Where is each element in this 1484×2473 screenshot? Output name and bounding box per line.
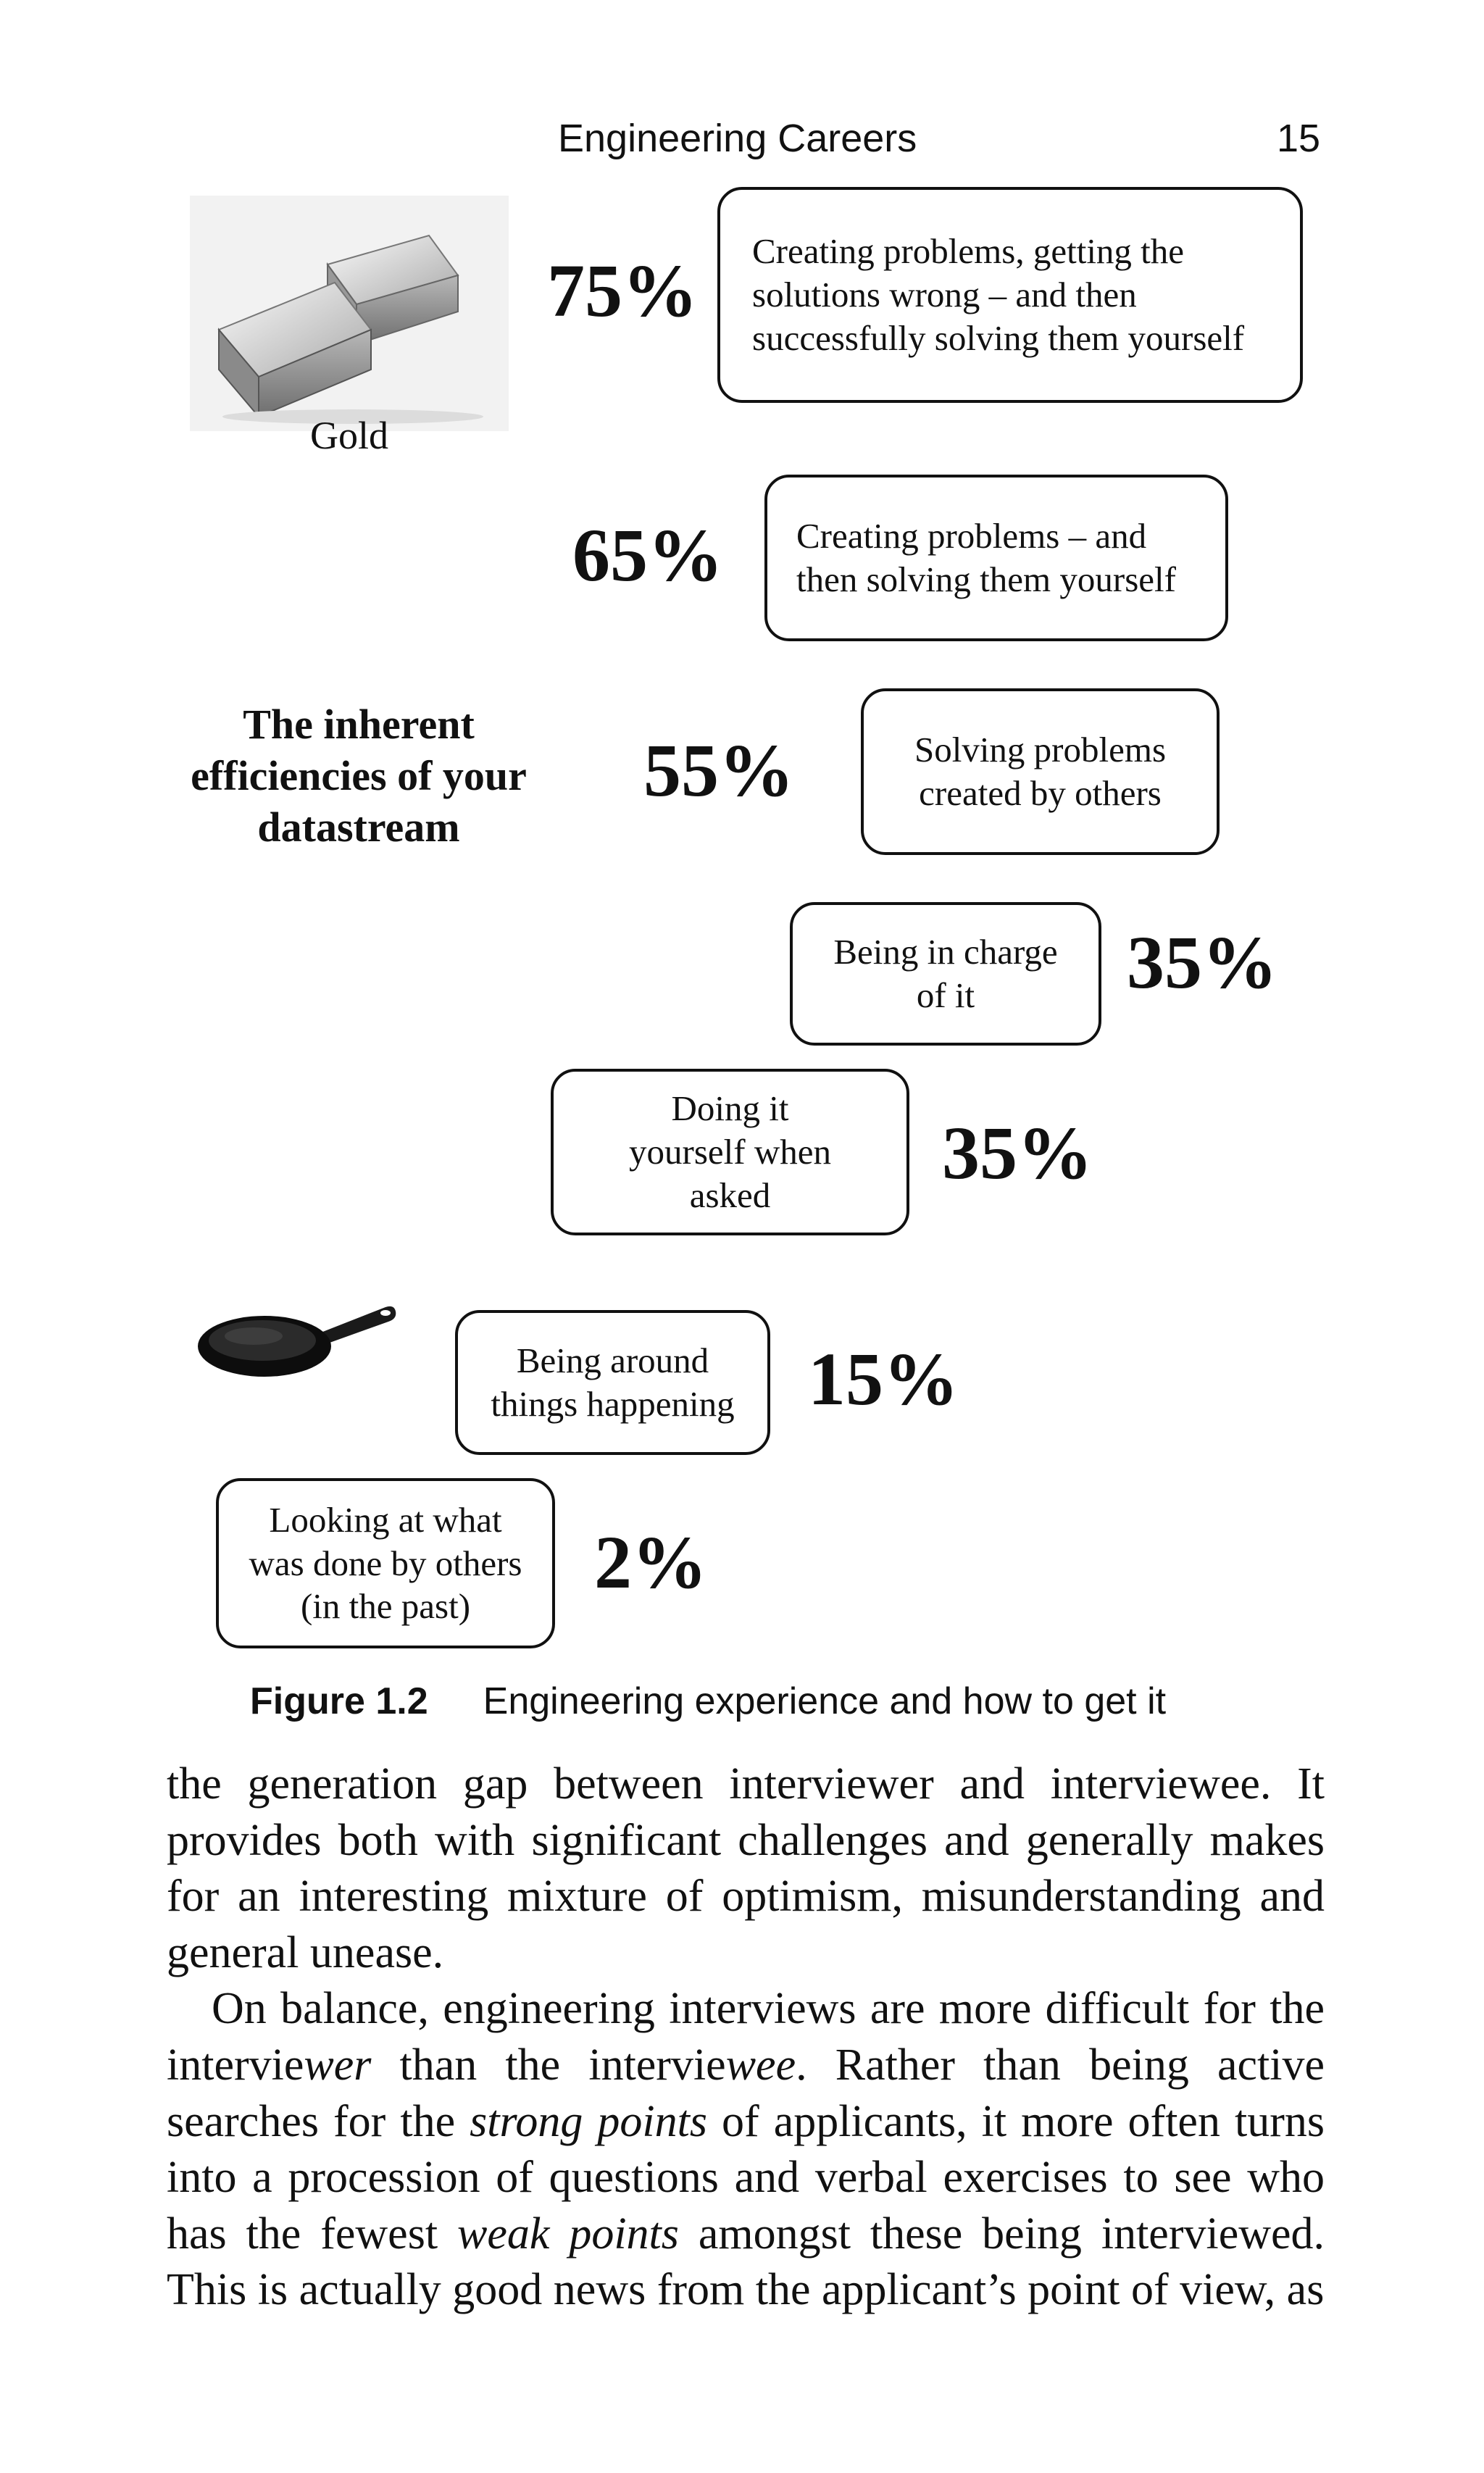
figure-caption (250, 1680, 1166, 1723)
running-title: Engineering Careers (558, 117, 917, 160)
experience-box-line: Doing it (671, 1088, 789, 1129)
datastream-label-line: datastream (257, 803, 460, 851)
experience-box-line: things happening (491, 1384, 735, 1424)
frying-pan-icon (196, 1297, 399, 1384)
experience-box-4 (790, 902, 1101, 1046)
emphasis: wer (304, 2040, 372, 2090)
percent-2: 2% (594, 1521, 707, 1604)
experience-box-7 (216, 1478, 555, 1648)
percent-35-b: 35% (942, 1112, 1093, 1195)
experience-box-6 (455, 1310, 770, 1455)
emphasis: weak points (457, 2209, 679, 2259)
experience-box-line: was done by others (249, 1543, 522, 1583)
experience-box-line: Creating problems – and (796, 516, 1147, 556)
experience-box-line: Solving problems (914, 730, 1167, 770)
figure-caption-text: Engineering experience and how to get it (483, 1680, 1167, 1722)
experience-box-1 (717, 187, 1303, 403)
emphasis: wee (725, 2040, 796, 2090)
experience-box-line: (in the past) (300, 1586, 471, 1627)
body-paragraph: the generation gap between interviewer and interviewee. It provides both with significant challenges and generally makes for an interesting mixture of optimism, misunderstanding and general unease. (167, 1759, 1325, 1977)
experience-box-line: of it (916, 975, 975, 1015)
experience-box-line: yourself when (629, 1132, 831, 1172)
gold-bars-icon (190, 196, 509, 431)
experience-box-line: asked (689, 1175, 771, 1215)
experience-box-line: solutions wrong – and then (752, 275, 1137, 315)
frying-pan-image (196, 1297, 399, 1384)
percent-75: 75% (547, 249, 698, 333)
gold-label: Gold (310, 414, 388, 457)
experience-box-line: Being in charge (833, 932, 1058, 972)
experience-box-3 (861, 688, 1220, 855)
body-paragraph: On balance, engineering interviews are more difficult for the interviewer than the interviewee. Rather than being active searches for the strong points of applicants, it more often turns into a procession of questions and verbal exercises to see who has the fewest weak points amongst these being interviewed. This is actually good news from the applicant’s point of view, as (167, 1984, 1325, 2315)
percent-65: 65% (572, 514, 723, 597)
percent-35-a: 35% (1127, 921, 1277, 1004)
datastream-label-line: The inherent (243, 701, 475, 748)
percent-55: 55% (643, 729, 794, 812)
experience-box-line: Looking at what (269, 1499, 502, 1540)
body-text (167, 1756, 1325, 2319)
datastream-label-line: efficiencies of your (191, 751, 527, 799)
experience-box-line: successfully solving them yourself (752, 317, 1245, 358)
emphasis: strong points (470, 2096, 707, 2146)
gold-bars-image (190, 196, 509, 431)
experience-box-line: Creating problems, getting the (752, 231, 1185, 272)
experience-box-line: created by others (919, 773, 1162, 813)
figure-caption-label: Figure 1.2 (250, 1680, 428, 1722)
experience-box-line: then solving them yourself (796, 559, 1176, 599)
percent-15: 15% (808, 1338, 959, 1421)
page-number: 15 (1277, 117, 1321, 160)
experience-box-line: Being around (516, 1340, 709, 1381)
datastream-label (167, 699, 551, 853)
experience-box-2 (764, 475, 1228, 641)
experience-box-5 (551, 1069, 909, 1235)
